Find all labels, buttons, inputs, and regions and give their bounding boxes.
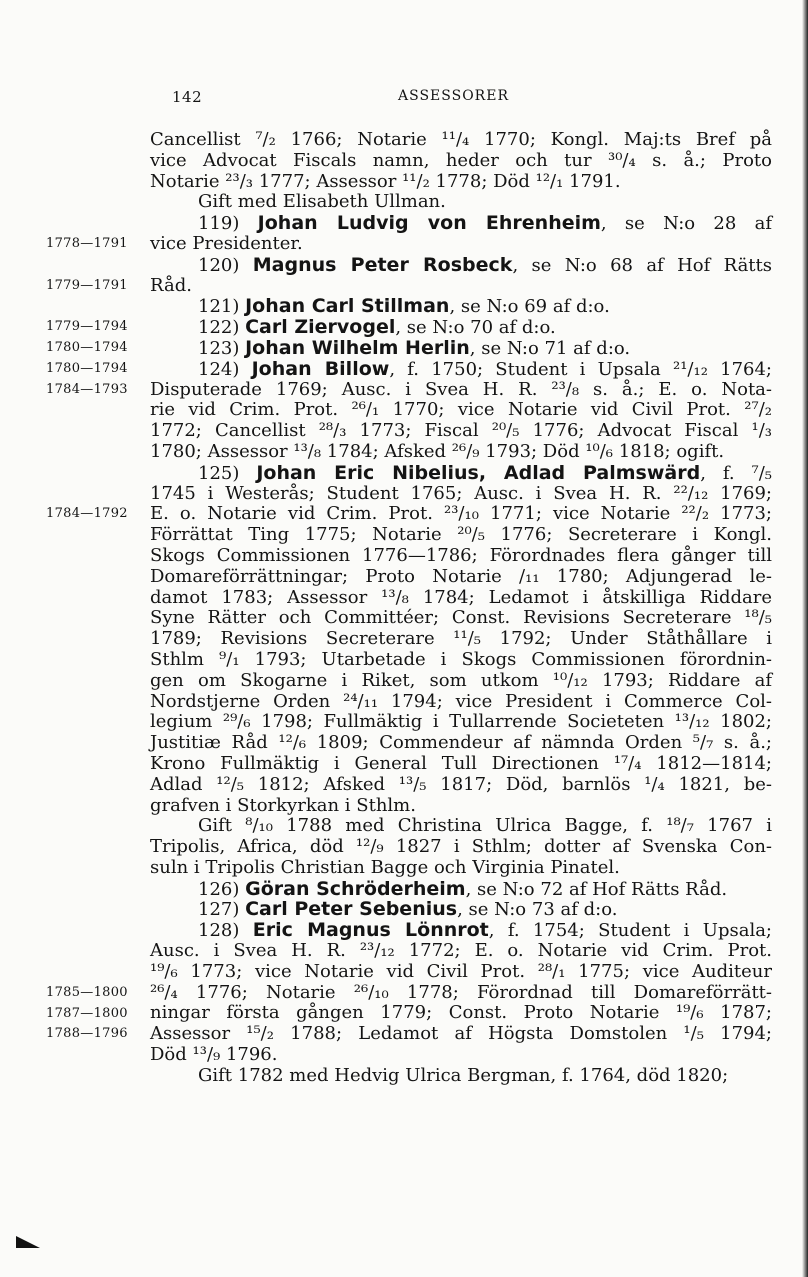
text-run: Gift ⁸/₁₀ 1788 med Christina Ulrica Bagge, f. ¹⁸/₇ 1767 i	[198, 815, 772, 837]
text-line	[150, 608, 772, 629]
margin-date: 1779—1794	[46, 319, 128, 335]
text-line	[150, 213, 772, 234]
text-line	[150, 234, 772, 255]
text-run: 124)	[198, 358, 252, 380]
text-run: Tripolis, Africa, död ¹²/₉ 1827 i Sthlm; dotter af Svenska Con-	[150, 836, 772, 858]
text-line	[150, 733, 772, 754]
text-run: Disputerade 1769; Ausc. i Svea H. R. ²³/₈ s. å.; E. o. Nota-	[150, 378, 772, 400]
text-run: , f. 1750; Student i Upsala ²¹/₁₂ 1764;	[389, 358, 772, 380]
text-run: , f. ⁷/₅	[700, 462, 773, 484]
text-line	[150, 692, 772, 713]
margin-date: 1787—1800	[46, 1005, 128, 1021]
text-run: Syne Rätter och Committéer; Const. Revisions Secreterare ¹⁸/₅	[150, 607, 772, 629]
text-line	[150, 858, 772, 879]
text-line	[150, 359, 772, 380]
margin-date: 1779—1791	[46, 277, 128, 293]
text-line	[150, 775, 772, 796]
margin-date: 1780—1794	[46, 340, 128, 355]
margin-date: 1784—1792	[46, 506, 128, 522]
text-run: grafven i Storkyrkan i Sthlm.	[150, 794, 416, 816]
text-run: 126)	[198, 878, 246, 900]
text-run: 1745 i Westerås; Student 1765; Ausc. i Svea H. R. ²²/₁₂ 1769;	[150, 482, 772, 504]
text-run: gen om Skogarne i Riket, som utkom ¹⁰/₁₂ 1793; Riddare af	[150, 669, 772, 691]
text-run: , f. 1754; Student i Upsala;	[488, 920, 772, 942]
person-name: Carl Peter Sebenius	[245, 898, 458, 921]
text-run: Domareförrättningar; Proto Notarie /₁₁ 1780; Adjungerad le-	[150, 565, 772, 587]
text-run: 125)	[198, 462, 257, 484]
text-line	[150, 380, 772, 401]
text-run: 119)	[198, 213, 258, 235]
text-run: Förrättat Ting 1775; Notarie ²⁰/₅ 1776; Secreterare i Kongl.	[150, 524, 772, 546]
text-line	[150, 484, 772, 505]
text-line	[150, 400, 772, 421]
text-run: ningar första gången 1779; Const. Proto Notarie ¹⁹/₆ 1787;	[150, 1002, 772, 1024]
text-line	[150, 712, 772, 733]
text-line	[150, 1045, 772, 1066]
text-run: , se N:o 28 af	[600, 213, 772, 235]
arrow-marker-icon	[16, 1234, 40, 1250]
page-header	[0, 88, 808, 110]
text-run: 120)	[198, 254, 253, 276]
text-line	[150, 442, 772, 463]
text-run: , se N:o 73 af d:o.	[457, 899, 618, 921]
margin-date: 1784—1793	[46, 381, 128, 397]
margin-date: 1785—1800	[46, 984, 128, 1000]
text-line	[150, 983, 772, 1004]
text-run: 122)	[198, 317, 246, 339]
text-run: 1789; Revisions Secreterare ¹¹/₅ 1792; Under Ståthållare i	[150, 628, 772, 650]
text-line	[150, 151, 772, 172]
text-line	[150, 504, 772, 525]
text-run: Skogs Commissionen 1776—1786; Förordnades flera gånger till	[150, 544, 772, 566]
person-name: Magnus Peter Rosbeck	[252, 253, 513, 276]
text-line	[150, 941, 772, 962]
text-line	[150, 463, 772, 484]
text-run: Krono Fullmäktig i General Tull Directionen ¹⁷/₄ 1812—1814;	[150, 752, 772, 774]
text-line	[150, 338, 772, 359]
text-run: ²⁶/₄ 1776; Notarie ²⁶/₁₀ 1778; Förordnad till Domareförrätt-	[150, 981, 772, 1003]
text-run: Adlad ¹²/₅ 1812; Afsked ¹³/₅ 1817; Död, barnlös ¹/₄ 1821, be-	[150, 773, 772, 795]
text-line	[150, 1066, 772, 1087]
text-line	[150, 816, 772, 837]
text-run: damot 1783; Assessor ¹³/₈ 1784; Ledamot i åtskilliga Riddare	[150, 586, 772, 608]
text-line	[150, 172, 772, 193]
text-line	[150, 276, 772, 297]
text-run: , se N:o 69 af d:o.	[449, 296, 610, 318]
scan-edge	[802, 0, 808, 1277]
text-run: Gift 1782 med Hedvig Ulrica Bergman, f. 1764, död 1820;	[198, 1064, 729, 1086]
text-run: , se N:o 71 af d:o.	[469, 337, 631, 359]
text-line	[150, 754, 772, 775]
running-title: ASSESSORER	[398, 88, 509, 104]
text-run: Notarie ²³/₃ 1777; Assessor ¹¹/₂ 1778; Död ¹²/₁ 1791.	[150, 170, 621, 192]
margin-date: 1778—1791	[46, 236, 128, 251]
text-line	[150, 899, 772, 920]
text-line	[150, 650, 772, 671]
text-run: ¹⁹/₆ 1773; vice Notarie vid Civil Prot. ²⁸/₁ 1775; vice Auditeur	[150, 960, 772, 982]
text-run: Justitiæ Råd ¹²/₆ 1809; Commendeur af nämnda Orden ⁵/₇ s. å.;	[150, 732, 772, 754]
text-run: Död ¹³/₉ 1796.	[150, 1044, 278, 1066]
page-number: 142	[172, 88, 203, 106]
person-name: Johan Ludvig von Ehrenheim	[257, 212, 601, 235]
text-run: 121)	[198, 296, 246, 318]
text-run: Nordstjerne Orden ²⁴/₁₁ 1794; vice President i Commerce Col-	[150, 690, 772, 712]
text-run: 1772; Cancellist ²⁸/₃ 1773; Fiscal ²⁰/₅ 1776; Advocat Fiscal ¹/₃	[150, 420, 772, 442]
text-run: Sthlm ⁹/₁ 1793; Utarbetade i Skogs Commissionen förordnin-	[150, 648, 772, 670]
text-run: 123)	[198, 337, 246, 359]
text-line	[150, 546, 772, 567]
text-run: 127)	[198, 899, 246, 921]
text-run: legium ²⁹/₆ 1798; Fullmäktig i Tullarrende Societeten ¹³/₁₂ 1802;	[150, 711, 772, 733]
text-line	[150, 879, 772, 900]
text-run: rie vid Crim. Prot. ²⁶/₁ 1770; vice Notarie vid Civil Prot. ²⁷/₂	[150, 399, 772, 421]
text-line	[150, 588, 772, 609]
text-run: vice Presidenter.	[150, 232, 303, 254]
text-run: E. o. Notarie vid Crim. Prot. ²³/₁₀ 1771; vice Notarie ²²/₂ 1773;	[150, 503, 772, 525]
text-line	[150, 317, 772, 338]
person-name: Carl Ziervogel	[245, 316, 396, 339]
text-run: suln i Tripolis Christian Bagge och Virginia Pinatel.	[150, 856, 620, 878]
text-run: 128)	[198, 920, 253, 942]
text-line	[150, 525, 772, 546]
margin-date: 1780—1794	[46, 360, 128, 376]
text-line	[150, 962, 772, 983]
text-run: Cancellist ⁷/₂ 1766; Notarie ¹¹/₄ 1770; Kongl. Maj:ts Bref på	[150, 129, 772, 150]
text-line	[150, 796, 772, 817]
text-run: , se N:o 68 af Hof Rätts	[512, 254, 773, 276]
text-line	[150, 130, 772, 151]
text-line	[150, 920, 772, 941]
text-line	[150, 567, 772, 588]
person-name: Johan Eric Nibelius, Adlad Palmswärd	[256, 461, 701, 484]
text-run: 1780; Assessor ¹³/₈ 1784; Afsked ²⁶/₉ 1793; Död ¹⁰/₆ 1818; ogift.	[150, 440, 725, 462]
person-name: Johan Wilhelm Herlin	[245, 336, 470, 359]
text-run: vice Advocat Fiscals namn, heder och tur ³⁰/₄ s. å.; Proto	[150, 149, 772, 171]
text-run: Ausc. i Svea H. R. ²³/₁₂ 1772; E. o. Notarie vid Crim. Prot.	[150, 940, 772, 962]
person-name: Göran Schröderheim	[245, 877, 466, 900]
margin-date: 1788—1796	[46, 1026, 128, 1042]
text-run: , se N:o 70 af d:o.	[395, 317, 556, 339]
text-run: Gift med Elisabeth Ullman.	[198, 191, 446, 213]
person-name: Johan Carl Stillman	[245, 295, 450, 318]
person-name: Eric Magnus Lönnrot	[252, 919, 489, 942]
text-run: , se N:o 72 af Hof Rätts Råd.	[465, 878, 728, 900]
text-line	[150, 255, 772, 276]
body-text	[150, 130, 772, 1087]
text-line	[150, 671, 772, 692]
text-line	[150, 296, 772, 317]
text-run: Assessor ¹⁵/₂ 1788; Ledamot af Högsta Domstolen ¹/₅ 1794;	[150, 1023, 772, 1045]
text-line	[150, 629, 772, 650]
text-line	[150, 192, 772, 213]
text-line	[150, 1003, 772, 1024]
text-line	[150, 421, 772, 442]
text-line	[150, 1024, 772, 1045]
text-run: Råd.	[150, 274, 192, 296]
text-line	[150, 837, 772, 858]
person-name: Johan Billow	[251, 357, 390, 380]
